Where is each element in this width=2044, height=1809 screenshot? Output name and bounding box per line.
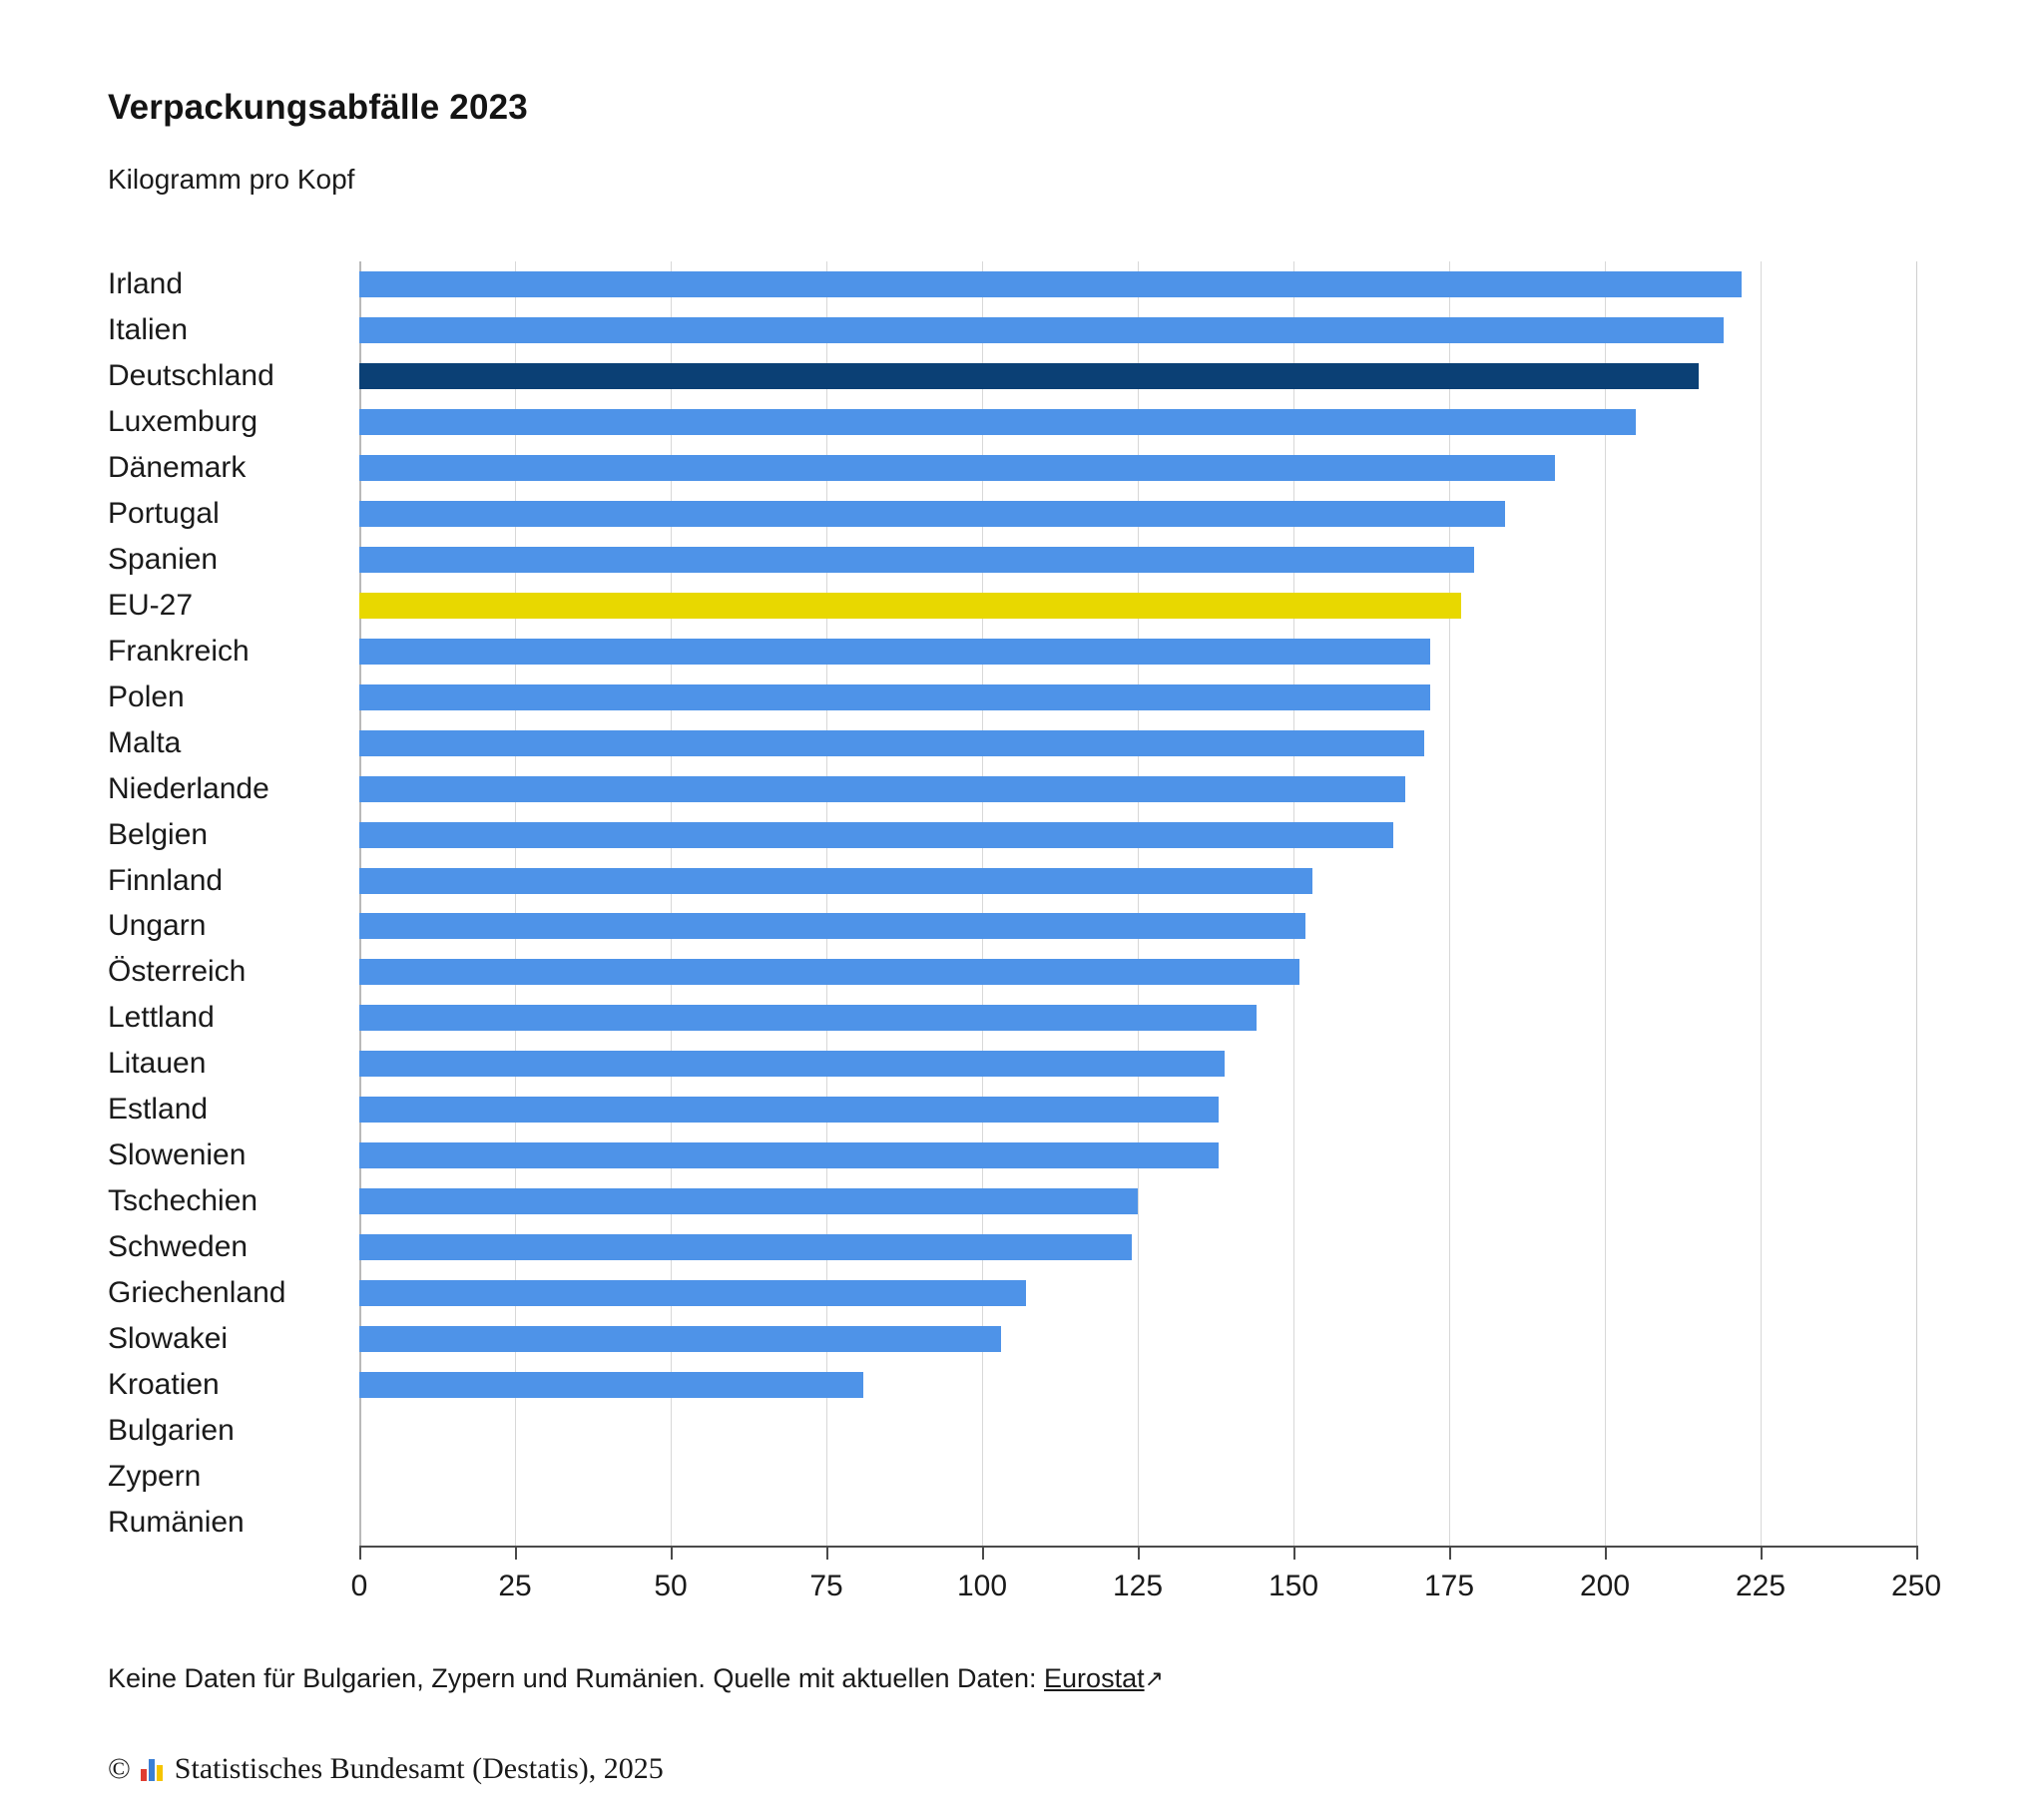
category-label: Lettland (108, 1001, 215, 1035)
bar (359, 1051, 1225, 1077)
bar (359, 1097, 1219, 1123)
x-tick-label: 175 (1423, 1570, 1475, 1602)
bar (359, 1188, 1138, 1214)
category-label: Niederlande (108, 771, 269, 805)
x-tick (1605, 1548, 1607, 1560)
x-tick (671, 1548, 673, 1560)
bar (359, 363, 1699, 389)
bar (359, 1234, 1132, 1260)
bar (359, 684, 1430, 710)
gridline (1605, 261, 1606, 1546)
category-label: Malta (108, 725, 182, 759)
x-tick (359, 1548, 361, 1560)
category-label: EU-27 (108, 588, 194, 622)
category-label: Schweden (108, 1230, 249, 1264)
bar (359, 913, 1305, 939)
bar (359, 317, 1724, 343)
bar (359, 822, 1393, 848)
bar (359, 1326, 1001, 1352)
x-tick (515, 1548, 517, 1560)
category-label: Irland (108, 266, 184, 300)
gridline (1916, 261, 1917, 1546)
category-label: Tschechien (108, 1184, 258, 1218)
category-label: Bulgarien (108, 1414, 235, 1448)
bar (359, 639, 1430, 665)
x-tick-label: 200 (1579, 1570, 1631, 1602)
category-label: Slowakei (108, 1322, 229, 1356)
x-tick-label: 125 (1112, 1570, 1164, 1602)
destatis-logo-icon (141, 1757, 163, 1781)
bar (359, 1005, 1257, 1031)
category-label: Ungarn (108, 909, 207, 943)
source-line (108, 1752, 664, 1786)
x-tick (1293, 1548, 1295, 1560)
category-label: Griechenland (108, 1276, 286, 1310)
category-label: Portugal (108, 496, 220, 530)
category-label: Kroatien (108, 1368, 220, 1402)
category-label: Polen (108, 679, 185, 713)
category-label: Slowenien (108, 1138, 247, 1172)
category-label: Luxemburg (108, 404, 258, 438)
bar (359, 959, 1299, 985)
x-tick (1916, 1548, 1918, 1560)
x-tick-label: 225 (1735, 1570, 1787, 1602)
category-label: Belgien (108, 817, 209, 851)
bar (359, 730, 1424, 756)
bar (359, 868, 1312, 894)
category-label: Spanien (108, 542, 219, 576)
bar (359, 409, 1636, 435)
x-tick-label: 150 (1268, 1570, 1319, 1602)
eurostat-link[interactable]: Eurostat (1044, 1663, 1145, 1693)
category-label: Frankreich (108, 634, 250, 668)
category-label: Österreich (108, 955, 247, 989)
bar (359, 501, 1505, 527)
x-tick (1138, 1548, 1140, 1560)
copyright-icon: © (108, 1752, 131, 1785)
category-label: Rumänien (108, 1506, 245, 1540)
category-label: Dänemark (108, 450, 247, 484)
category-label: Zypern (108, 1460, 202, 1494)
footnote-text: Keine Daten für Bulgarien, Zypern und Rumänien. Quelle mit aktuellen Daten: (108, 1663, 1045, 1693)
bar (359, 271, 1742, 297)
page-title: Verpackungsabfälle 2023 (108, 88, 528, 127)
x-tick-label: 25 (498, 1570, 532, 1602)
bar (359, 1372, 863, 1398)
bar (359, 776, 1405, 802)
x-tick (1449, 1548, 1451, 1560)
x-tick-label: 100 (956, 1570, 1008, 1602)
x-tick-label: 250 (1890, 1570, 1942, 1602)
bar (359, 455, 1555, 481)
bar (359, 547, 1474, 573)
chart-subtitle: Kilogramm pro Kopf (108, 164, 355, 195)
footnote (108, 1663, 1164, 1694)
category-label: Estland (108, 1093, 209, 1127)
category-label: Italien (108, 312, 189, 346)
category-label: Deutschland (108, 358, 274, 392)
x-tick (982, 1548, 984, 1560)
category-label: Finnland (108, 863, 224, 897)
external-link-arrow-icon: ↗ (1144, 1665, 1164, 1691)
x-tick-label: 75 (809, 1570, 843, 1602)
x-tick-label: 0 (350, 1570, 368, 1602)
bar (359, 1280, 1026, 1306)
x-tick (826, 1548, 828, 1560)
source-text: Statistisches Bundesamt (Destatis), 2025 (174, 1752, 664, 1785)
x-tick-label: 50 (654, 1570, 688, 1602)
gridline (1761, 261, 1762, 1546)
bar (359, 593, 1461, 619)
x-tick (1761, 1548, 1763, 1560)
category-label: Litauen (108, 1047, 207, 1081)
bar (359, 1142, 1219, 1168)
